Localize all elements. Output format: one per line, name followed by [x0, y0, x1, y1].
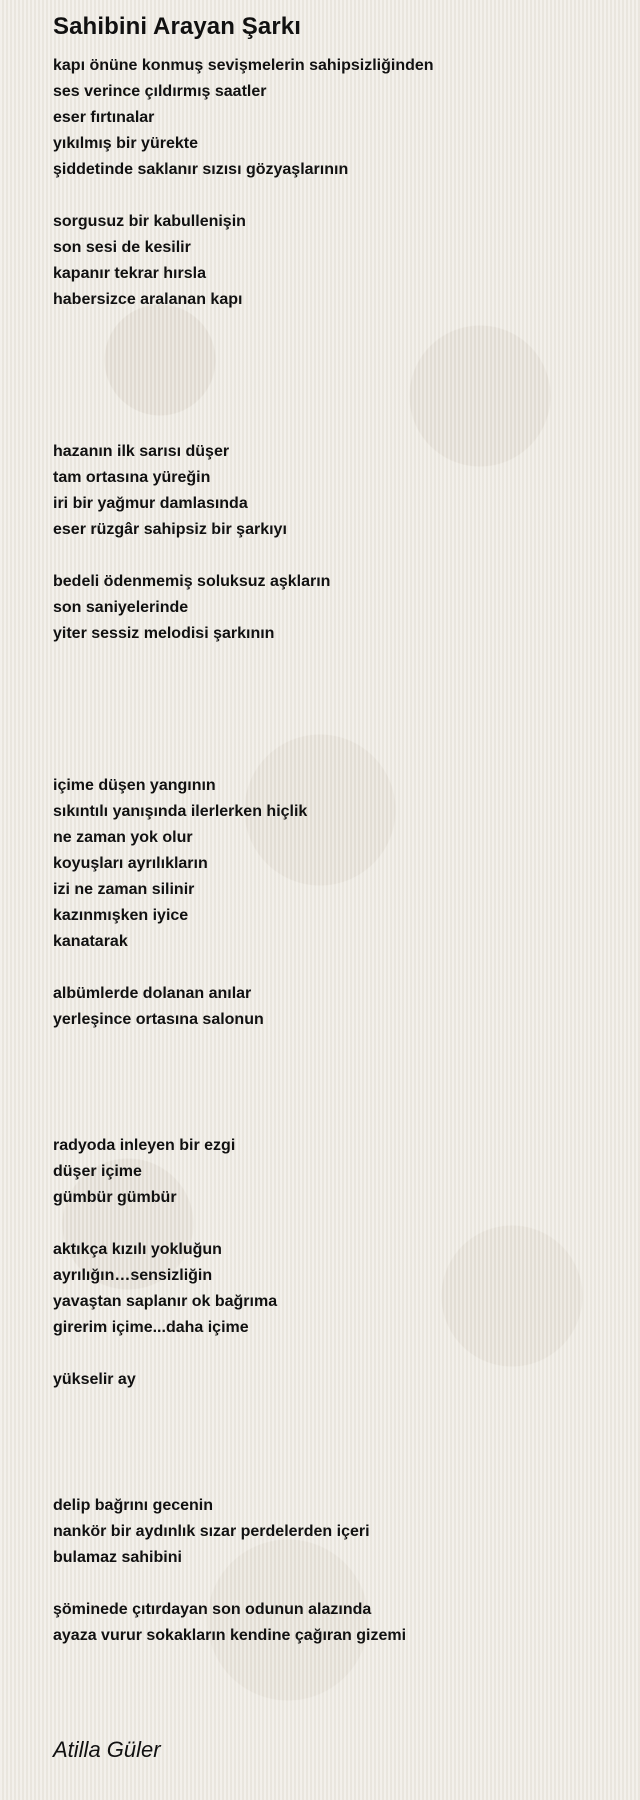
- poem-line: içime düşen yangının: [53, 777, 216, 794]
- stanza: [53, 773, 640, 955]
- poem-line: son sesi de kesilir: [53, 239, 191, 256]
- poem-line: ayrılığın…sensizliğin: [53, 1267, 213, 1284]
- poem-line: habersizce aralanan kapı: [53, 291, 243, 308]
- stanza: [53, 1367, 640, 1393]
- stanza: [53, 981, 640, 1033]
- poem-line: nankör bir aydınlık sızar perdelerden içeri: [53, 1523, 370, 1540]
- poem-line: albümlerde dolanan anılar: [53, 985, 252, 1002]
- stanza: [53, 1237, 640, 1341]
- poem-line: bulamaz sahibini: [53, 1549, 182, 1566]
- poem-line: şöminede çıtırdayan son odunun alazında: [53, 1601, 372, 1618]
- poem-line: girerim içime...daha içime: [53, 1319, 249, 1336]
- poem-author: Atilla Güler: [53, 1737, 161, 1762]
- stanza: [53, 1597, 640, 1649]
- poem-line: düşer içime: [53, 1163, 142, 1180]
- poem-line: ayaza vurur sokakların kendine çağıran gizemi: [53, 1627, 407, 1644]
- poem-line: yavaştan saplanır ok bağrıma: [53, 1293, 278, 1310]
- poem-line: kapanır tekrar hırsla: [53, 265, 206, 282]
- stanza: [53, 53, 640, 183]
- poem-body: [53, 53, 640, 1649]
- poem-line: koyuşları ayrılıkların: [53, 855, 208, 872]
- poem-line: ne zaman yok olur: [53, 829, 193, 846]
- poem-line: iri bir yağmur damlasında: [53, 495, 248, 512]
- poem-line: sorgusuz bir kabullenişin: [53, 213, 246, 230]
- poem-line: yükselir ay: [53, 1371, 136, 1388]
- poem-line: aktıkça kızılı yokluğun: [53, 1241, 222, 1258]
- poem-line: kazınmışken iyice: [53, 907, 189, 924]
- stanza: [53, 1133, 640, 1211]
- stanza: [53, 569, 640, 647]
- poem-line: sıkıntılı yanışında ilerlerken hiçlik: [53, 803, 308, 820]
- poem-line: gümbür gümbür: [53, 1189, 177, 1206]
- poem-line: delip bağrını gecenin: [53, 1497, 214, 1514]
- stanza: [53, 439, 640, 543]
- poem-line: izi ne zaman silinir: [53, 881, 195, 898]
- stanza: [53, 1493, 640, 1571]
- poem-line: ses verince çıldırmış saatler: [53, 83, 267, 100]
- poem-line: radyoda inleyen bir ezgi: [53, 1137, 236, 1154]
- poem-line: eser fırtınalar: [53, 109, 155, 126]
- poem-line: tam ortasına yüreğin: [53, 469, 211, 486]
- poem-line: bedeli ödenmemiş soluksuz aşkların: [53, 573, 331, 590]
- stanza: [53, 209, 640, 313]
- poem-line: eser rüzgâr sahipsiz bir şarkıyı: [53, 521, 287, 538]
- poem-line: kapı önüne konmuş sevişmelerin sahipsizliğinden: [53, 57, 434, 74]
- poem-line: yerleşince ortasına salonun: [53, 1011, 264, 1028]
- poem-title: Sahibini Arayan Şarkı: [53, 13, 301, 40]
- poem-line: son saniyelerinde: [53, 599, 189, 616]
- poem-line: şiddetinde saklanır sızısı gözyaşlarının: [53, 161, 349, 178]
- poem-line: yiter sessiz melodisi şarkının: [53, 625, 275, 642]
- poem-line: hazanın ilk sarısı düşer: [53, 443, 230, 460]
- poem-line: kanatarak: [53, 933, 128, 950]
- poem-line: yıkılmış bir yürekte: [53, 135, 198, 152]
